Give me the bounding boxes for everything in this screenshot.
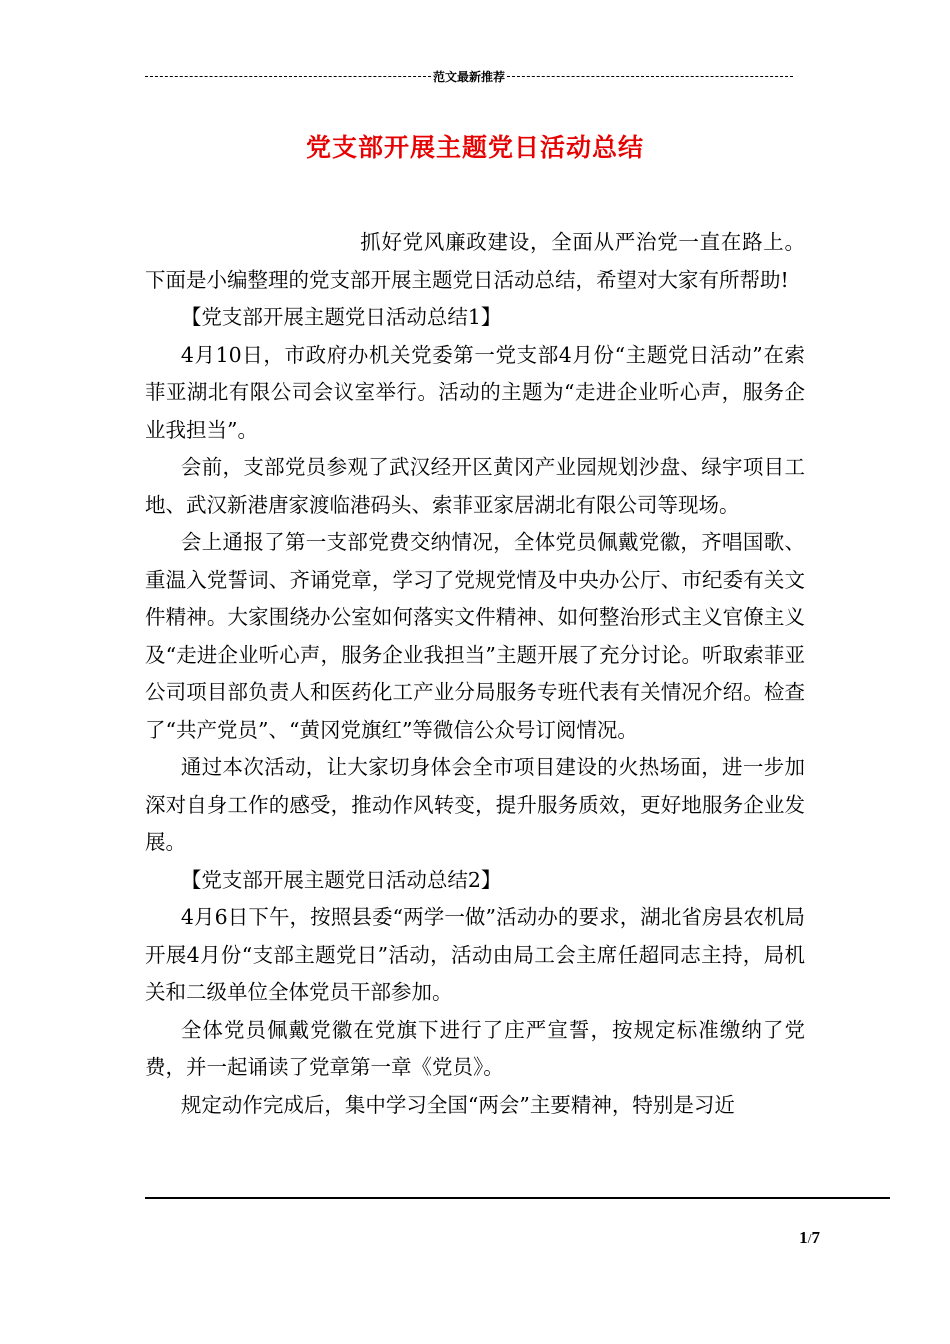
page-header	[145, 66, 793, 86]
header-dash-left	[145, 76, 431, 77]
paragraph: 通过本次活动，让大家切身体会全市项目建设的火热场面，进一步加深对自身工作的感受，推动作风转变，提升服务质效，更好地服务企业发展。	[145, 755, 805, 854]
header-dash-right	[507, 76, 793, 77]
page-number	[760, 1228, 820, 1248]
section-heading-1: 【党支部开展主题党日活动总结1】	[180, 305, 502, 329]
page-total: 7	[811, 1228, 820, 1247]
paragraph: 4月6日下午，按照县委“两学一做”活动办的要求，湖北省房县农机局开展4月份“支部主题党日”活动，活动由局工会主席任超同志主持，局机关和二级单位全体党员干部参加。	[145, 905, 805, 1004]
page-separator: /	[807, 1232, 812, 1247]
paragraph-intro: 抓好党风廉政建设，全面从严治党一直在路上。下面是小编整理的党支部开展主题党日活动总结，希望对大家有所帮助!	[145, 230, 805, 292]
page-current: 1	[799, 1228, 808, 1247]
paragraph: 规定动作完成后，集中学习全国“两会”主要精神，特别是习近	[180, 1092, 735, 1117]
section-heading-2: 【党支部开展主题党日活动总结2】	[180, 867, 502, 892]
paragraph: 会上通报了第一支部党费交纳情况，全体党员佩戴党徽，齐唱国歌、重温入党誓词、齐诵党章，学习了党规党情及中央办公厅、市纪委有关文件精神。大家围绕办公室如何落实文件精神、如何整治形式主义官僚主义及“走进企业听心声，服务企业我担当”主题开展了充分讨论。听取索菲亚公司项目部负责人和医药化工产业分局服务专班代表有关情况介绍。检查了“共产党员”、“黄冈党旗红”等微信公众号订阅情况。	[145, 530, 805, 742]
footer-divider	[145, 1197, 890, 1199]
paragraph: 全体党员佩戴党徽在党旗下进行了庄严宣誓，按规定标准缴纳了党费，并一起诵读了党章第一章《党员》。	[145, 1017, 805, 1079]
header-label: 范文最新推荐	[433, 69, 506, 84]
paragraph: 4月10日，市政府办机关党委第一党支部4月份“主题党日活动”在索菲亚湖北有限公司会议室举行。活动的主题为“走进企业听心声，服务企业我担当”。	[145, 342, 805, 442]
document-body	[145, 224, 805, 1124]
paragraph: 会前，支部党员参观了武汉经开区黄冈产业园规划沙盘、绿宇项目工地、武汉新港唐家渡临港码头、索菲亚家居湖北有限公司等现场。	[145, 455, 805, 517]
document-title: 党支部开展主题党日活动总结	[305, 133, 644, 162]
